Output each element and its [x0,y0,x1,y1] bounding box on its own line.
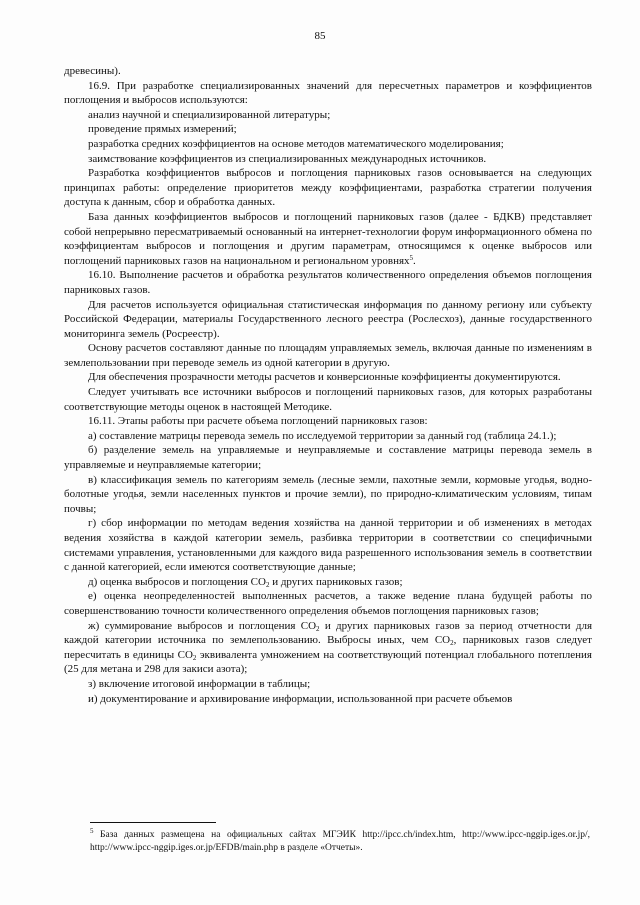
step-zh-text: и других парниковых газов за период отчетности для каждой категории источника по землепользованию. Выбросы иных, чем CO [64,619,593,647]
page-number: 85 [314,30,326,42]
step-e: е) оценка неопределенностей выполненных расчетов, а также ведение плана будущей работы по совершенствованию точности количественного определения объемов поглощения парниковых газов; [64,590,592,617]
bdkv-paragraph [64,210,592,268]
bdkv-text-end: . [413,254,416,267]
footnote-mark: 5 [90,827,94,835]
step-b: б) разделение земель на управляемые и неуправляемые и составление матрицы перевода земель в управляемые и неуправляемые категории; [64,444,592,472]
paragraph: Для обеспечения прозрачности методы расчетов и конверсионные коэффициенты документируются. [88,371,561,384]
section-16-10-lead: 16.10. Выполнение расчетов и обработка результатов количественного определения объемов поглощения парниковых газов. [64,269,592,296]
subscript: 2 [450,639,454,648]
list-item: заимствование коэффициентов из специализированных международных источников. [88,152,487,165]
step-g: г) сбор информации по методам ведения хозяйства на данной территории и об изменениях в методах ведения хозяйства в каждой категории земель, разбивка территории в соответствии со специфичными системами управления, установленными для каждого вида разрешенного использования земель в соответствии с данной категорией, если имеются соответствующие данные; [64,517,592,574]
footnote-ref[interactable]: 5 [409,253,414,262]
bdkv-text: База данных коэффициентов выбросов и поглощений парниковых газов (далее - БДКВ) представляет собой непрерывно пересматриваемый основанный на интернет-технологии форум информационного обмена по коэффициентам выбросов и поглощения и другим параметрам, относящимся к оценке выбросов или поглощений парниковых газов на национальном и региональном уровнях [64,210,592,267]
list-item: проведение прямых измерений; [88,123,237,136]
footnote-text: База данных размещена на официальных сайтах МГЭИК http://ipcc.ch/index.htm, http://www.ipcc-nggip.iges.or.jp/, http://www.ipcc-nggip.iges.or.jp/EFDB/main.php в разделе «Отчеты». [90,830,590,853]
list-item: разработка средних коэффициентов на основе методов математического моделирования; [88,137,504,150]
page-body [64,64,592,706]
step-d [64,575,592,590]
step-v: в) классификация земель по категориям земель (лесные земли, пахотные земли, кормовые угодья, водно-болотные угодья, земли населенных пунктов и прочие земли), по природно-климатическим условиям, типам почвы; [64,473,592,515]
step-zh [64,619,592,677]
principles-paragraph: Разработка коэффициентов выбросов и поглощения парниковых газов основывается на следующих принципах работы: определение приоритетов между коэффициентами, разработка стратегии получения доступа к данным, сбор и обработка данных. [64,167,592,209]
step-z: з) включение итоговой информации в таблицы; [88,677,311,690]
paragraph: Следует учитывать все источники выбросов и поглощений парниковых газов, для которых разработаны соответствующие методы оценок в настоящей Методике. [64,386,592,413]
section-16-9-lead: 16.9. При разработке специализированных значений для пересчетных параметров и коэффициентов поглощения и выбросов используются: [64,79,592,107]
footnote-divider [90,822,216,823]
step-i: и) документирование и архивирование информации, использованной при расчете объемов [88,692,513,705]
step-zh-text: , парниковых газов следует пересчитать в единицы CO [64,634,592,661]
footnote [90,829,590,854]
subscript: 2 [316,624,320,633]
subscript: 2 [265,580,270,589]
step-a: а) составление матрицы перевода земель по исследуемой территории за данный год (таблица 24.1.); [88,429,557,442]
list-item: анализ научной и специализированной литературы; [88,108,331,121]
intro-fragment: древесины). [64,65,121,77]
step-d-text-end: и других парниковых газов; [269,575,403,588]
step-zh-text: эквивалента умножением на соответствующий потенциал глобального потепления (25 для метана и 298 для закиси азота); [64,648,592,676]
step-zh-text: ж) суммирование выбросов и поглощения CO [88,619,317,632]
step-d-text: д) оценка выбросов и поглощения CO [88,575,266,588]
subscript: 2 [192,653,197,662]
paragraph: Для расчетов используется официальная статистическая информация по данному региону или субъекту Российской Федерации, материалы Государственного лесного реестра (Рослесхоз), данные государственного мониторинга земель (Росреестр). [64,298,592,340]
paragraph: Основу расчетов составляют данные по площадям управляемых земель, включая данные по изменениям в землепользовании при переводе земель из одной категории в другую. [64,342,592,369]
section-16-11-lead: 16.11. Этапы работы при расчете объема поглощений парниковых газов: [88,415,428,428]
